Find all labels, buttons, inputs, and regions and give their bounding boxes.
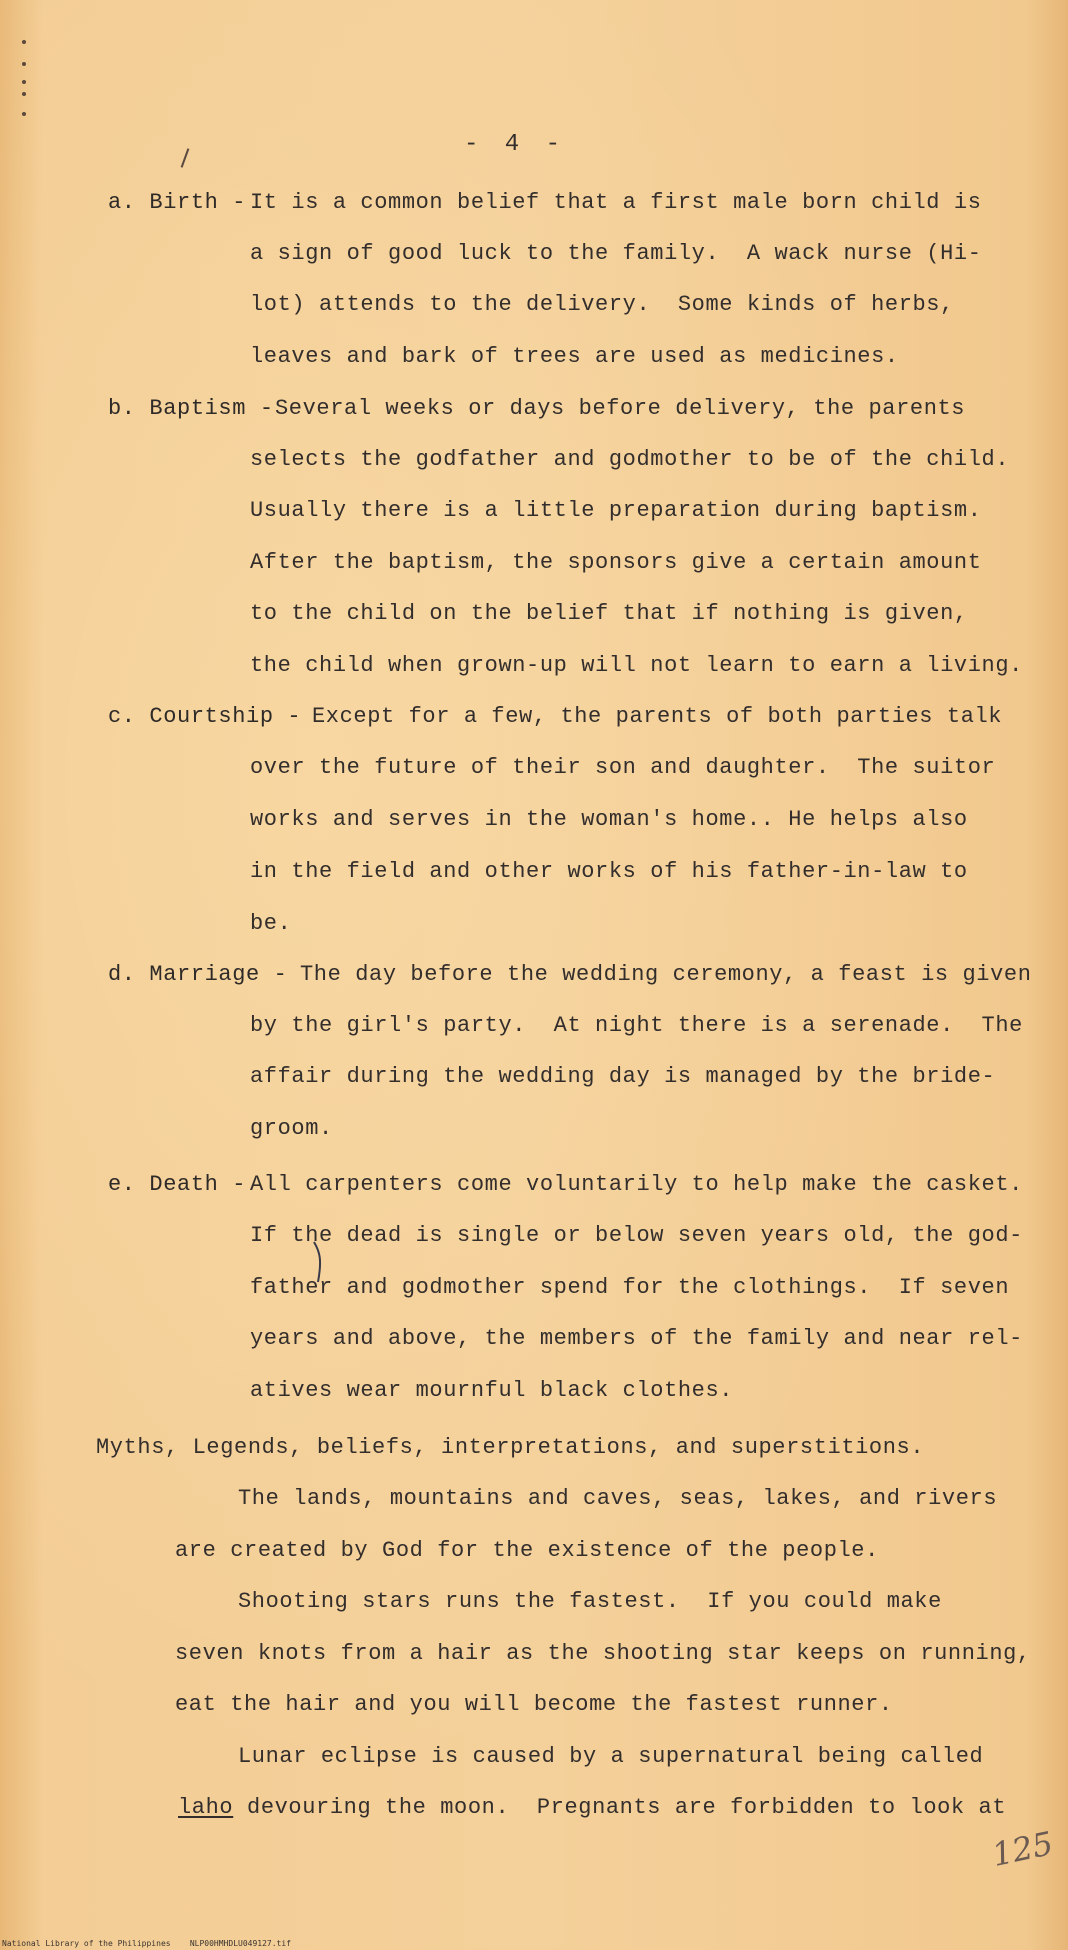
paragraph-line-last (178, 1795, 1006, 1821)
entry-line: atives wear mournful black clothes. (250, 1378, 734, 1403)
entry-line: works and serves in the woman's home.. He helps also (250, 807, 968, 832)
entry-line: to the child on the belief that if nothing is given, (250, 601, 968, 626)
entry-label-birth: a. Birth - (108, 190, 247, 215)
underlined-term: laho (178, 1795, 234, 1820)
entry-label-death: e. Death - (108, 1172, 247, 1197)
entry-line: affair during the wedding day is managed by the bride- (250, 1064, 996, 1089)
entry-line: over the future of their son and daughter. The suitor (250, 755, 996, 780)
entry-line: the child when grown-up will not learn to earn a living. (250, 653, 1023, 678)
binding-marks (22, 40, 28, 130)
entry-line: selects the godfather and godmother to be of the child. (250, 447, 1010, 472)
entry-line: groom. (250, 1116, 333, 1141)
entry-line: be. (250, 911, 292, 936)
pencil-tick-mark (181, 148, 190, 167)
entry-label-baptism: b. Baptism - (108, 396, 274, 421)
paragraph-line: seven knots from a hair as the shooting star keeps on running, (175, 1641, 1031, 1666)
entry-label-marriage: d. Marriage - (108, 962, 288, 987)
entry-line: The day before the wedding ceremony, a feast is given (300, 962, 1032, 987)
entry-line: It is a common belief that a first male born child is (250, 190, 982, 215)
paragraph-line: The lands, mountains and caves, seas, lakes, and rivers (238, 1486, 998, 1511)
entry-line: Usually there is a little preparation during baptism. (250, 498, 982, 523)
entry-line: years and above, the members of the family and near rel- (250, 1326, 1023, 1351)
entry-line: in the field and other works of his father-in-law to (250, 859, 968, 884)
paragraph-line: eat the hair and you will become the fastest runner. (175, 1692, 893, 1717)
entry-line: lot) attends to the delivery. Some kinds of herbs, (250, 292, 954, 317)
entry-line: leaves and bark of trees are used as medicines. (250, 344, 899, 369)
scan-footer: National Library of the Philippines NLP00HMHDLU049127.tif (2, 1939, 291, 1948)
entry-line: If the dead is single or below seven years old, the god- (250, 1223, 1023, 1248)
paragraph-line-rest: devouring the moon. Pregnants are forbidden to look at (233, 1795, 1007, 1820)
pen-correction-mark (312, 1240, 326, 1284)
paragraph-line: Shooting stars runs the fastest. If you could make (238, 1589, 942, 1614)
entry-line: Except for a few, the parents of both parties talk (312, 704, 1003, 729)
handwritten-page-annotation: 125 (988, 1824, 1057, 1874)
entry-label-courtship: c. Courtship - (108, 704, 302, 729)
entry-line: After the baptism, the sponsors give a certain amount (250, 550, 982, 575)
paragraph-line: are created by God for the existence of the people. (175, 1538, 879, 1563)
entry-line: All carpenters come voluntarily to help make the casket. (250, 1172, 1023, 1197)
paragraph-line: Lunar eclipse is caused by a supernatural being called (238, 1744, 984, 1769)
section-heading: Myths, Legends, beliefs, interpretations, and superstitions. (96, 1435, 925, 1460)
entry-line: by the girl's party. At night there is a serenade. The (250, 1013, 1023, 1038)
entry-line: a sign of good luck to the family. A wack nurse (Hi- (250, 241, 982, 266)
page-number: - 4 - (464, 131, 567, 158)
entry-line: Several weeks or days before delivery, the parents (275, 396, 966, 421)
entry-line: father and godmother spend for the clothings. If seven (250, 1275, 1010, 1300)
